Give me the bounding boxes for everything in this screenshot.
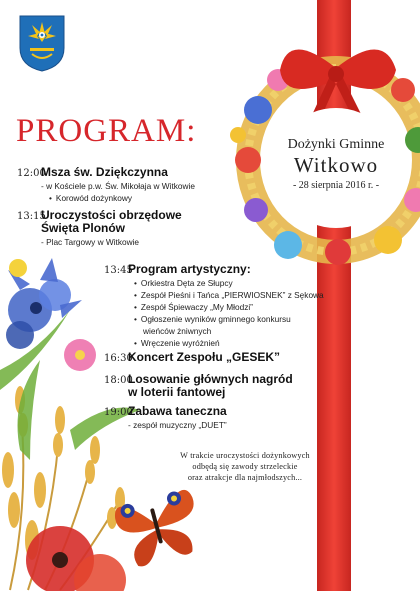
event-title: Uroczystości obrzędowe xyxy=(41,208,182,222)
festival-date: - 28 sierpnia 2016 r. - xyxy=(292,180,380,191)
event-time: 18:00 xyxy=(104,375,133,386)
event-location: - zespół muzyczny „DUET” xyxy=(128,420,227,430)
event-title: Koncert Zespołu „GESEK” xyxy=(128,350,281,364)
footer-note-line: W trakcie uroczystości dożynkowych xyxy=(180,451,310,460)
event-title: Program artystyczny: xyxy=(128,262,251,276)
event-bullet: • Ogłoszenie wyników gminnego konkursu xyxy=(134,313,328,325)
event-time: 19:00 xyxy=(104,407,133,418)
event-block-ceremony xyxy=(41,209,241,248)
event-location: - w Kościele p.w. Św. Mikołaja w Witkowie xyxy=(41,181,195,191)
poppy-icon xyxy=(26,526,126,591)
pink-flower-icon xyxy=(64,339,96,371)
event-title: Msza św. Dziękczynna xyxy=(41,165,168,179)
event-block-artistic xyxy=(128,263,328,349)
cornflower-icon xyxy=(6,279,71,349)
event-location: - Plac Targowy w Witkowie xyxy=(41,237,140,247)
coat-of-arms-icon xyxy=(18,14,66,72)
event-bullet: • Orkiestra Dęta ze Słupcy xyxy=(134,277,328,289)
festival-title-line2: Witkowo xyxy=(293,153,379,177)
event-title: Zabawa taneczna xyxy=(128,404,227,418)
footer-note-line: odbędą się zawody strzeleckie xyxy=(192,462,298,471)
event-bullet: • Zespół Śpiewaczy „My Młodzi” xyxy=(134,301,328,313)
event-block-lottery xyxy=(128,373,328,399)
event-time: 12:00 xyxy=(17,168,46,179)
festival-title-line1: Dożynki Gminne xyxy=(287,137,385,152)
footer-note-line: oraz atrakcje dla najmłodszych... xyxy=(187,473,303,482)
event-title: Losowanie głównych nagród xyxy=(128,372,293,386)
event-block-dance xyxy=(128,405,328,431)
event-bullet: • Wręczenie wyróżnień xyxy=(134,337,328,349)
event-time: 13:15 xyxy=(17,211,46,222)
event-bullet-cont: wieńców żniwnych xyxy=(143,326,212,336)
festival-title-block xyxy=(274,137,398,193)
event-block-mass xyxy=(41,166,241,204)
event-bullet: • Korowód dożynkowy xyxy=(49,192,241,204)
event-title-cont: w loterii fantowej xyxy=(128,385,226,399)
footer-note xyxy=(168,450,322,483)
event-title-cont: Święta Plonów xyxy=(41,221,126,235)
event-bullet: • Zespół Pieśni i Tańca „PIERWIOSNEK” z Sękowa xyxy=(134,289,328,301)
event-time: 13:45 xyxy=(104,265,133,276)
event-time: 16:30 xyxy=(104,353,133,364)
program-title: PROGRAM: xyxy=(16,113,197,149)
butterfly-icon xyxy=(112,478,200,570)
